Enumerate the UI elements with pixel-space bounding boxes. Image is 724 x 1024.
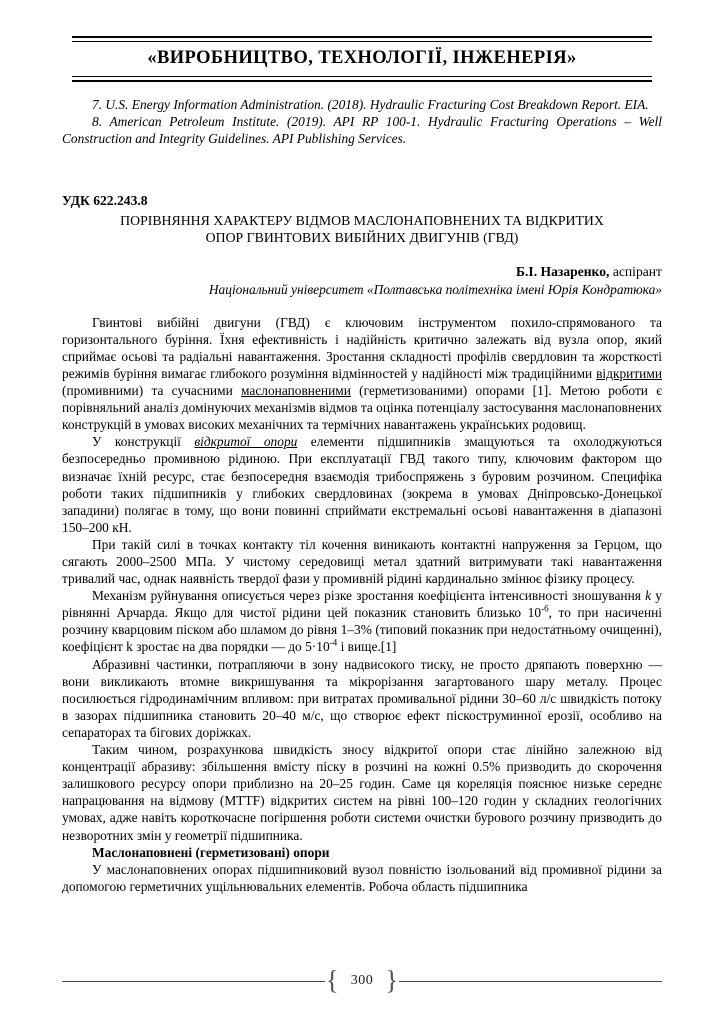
article-title-line-2: ОПОР ГВИНТОВИХ ВИБІЙНИХ ДВИГУНІВ (ГВД)	[205, 230, 519, 246]
footer-brace-left: {	[325, 964, 339, 995]
author-affiliation: Національний університет «Полтавська політехніка імені Юрія Кондратюка»	[208, 281, 662, 297]
paragraph-4-segment-a: Механізм руйнування описується через різке зростання коефіцієнта інтенсивності зношування	[92, 588, 646, 604]
article-title-line-1: ПОРІВНЯННЯ ХАРАКТЕРУ ВІДМОВ МАСЛОНАПОВНЕНИХ ТА ВІДКРИТИХ	[120, 213, 604, 229]
author-name: Б.І. Назаренко,	[516, 263, 610, 279]
body-paragraph-6: Таким чином, розрахункова швидкість зносу відкритої опори стає лінійно залежною від концентрації абразиву: збільшення вмісту піску в розчині на кожні 0.5% призводить до скорочення залишкового ресурсу опори приблизно на 20–25 годин. Саме ця кореляція пояснює низьке середнє напрацювання на відмову (MTTF) відкритих систем на рівні 100–120 годин у складних геологічних умовах, адже навіть короткочасне погіршення роботи системи очистки бурового розчину призводить до незворотних змін у геометрії підшипника.	[62, 742, 662, 843]
term-open-bearing-design: відкритої опори	[194, 434, 298, 450]
udk-code: УДК 622.243.8	[62, 193, 148, 209]
term-open-bearings: відкритими	[596, 365, 662, 381]
author-degree: аспірант	[612, 263, 662, 279]
page-footer	[62, 966, 662, 996]
references-list	[62, 96, 662, 147]
term-oil-filled-bearings: маслонаповненими	[241, 383, 351, 399]
header-rule-bottom	[72, 76, 652, 82]
reference-item: 8. American Petroleum Institute. (2019). API RP 100-1. Hydraulic Fracturing Operations – Well Construction and Integrity Guidelines. API Publishing Services.	[62, 114, 662, 147]
paragraph-2-segment-b: елементи підшипників змащуються та охолоджуються безпосередньо промивною рідиною. При експлуатації ГВД такого типу, ключовим фактором що визначає їхній ресурс, стає безпосередня взаємодія трибоспряжень з буровим розчином. Специфіка роботи таких підшипників у глибоких свердловинах (зокрема в умовах Дніпровсько-Донецької западини) полягає в тому, що вони повинні сприймати екстремальні осьові навантаження в діапазоні 150–200 кН.	[62, 434, 662, 535]
header-title: «ВИРОБНИЦТВО, ТЕХНОЛОГІЇ, ІНЖЕНЕРІЯ»	[147, 48, 577, 68]
paragraph-1-segment-c: (герметизованими) опорами [1]. Метою роботи є порівняльний аналіз домінуючих механізмів відмов та оцінка потенціалу застосування маслонаповнених конструкцій в умовах високих механічних та термічних навантажень українських родовищ.	[62, 383, 662, 433]
paragraph-4-segment-b: у рівнянні Арчарда. Якщо для чистої рідини цей показник становить близько 10	[62, 588, 663, 621]
body-paragraph-4	[62, 587, 662, 655]
running-header	[72, 36, 652, 82]
page-content	[62, 96, 662, 895]
reference-item: 7. U.S. Energy Information Administration. (2018). Hydraulic Fracturing Cost Breakdown Report. EIA.	[92, 97, 649, 112]
author-byline	[62, 264, 662, 280]
article-title	[62, 212, 662, 246]
section-subheading: Маслонаповнені (герметизовані) опори	[92, 844, 330, 860]
footer-rule-right	[399, 981, 662, 982]
page-number: 300	[350, 973, 374, 988]
paragraph-2-segment-a: У конструкції	[92, 434, 195, 450]
exponent-minus-six: -6	[541, 603, 549, 614]
exponent-minus-four: -4	[329, 638, 338, 648]
paragraph-1-segment-a: Гвинтові вибійні двигуни (ГВД) є ключовим інструментом похило-спрямованого та горизонтального буріння. Їхня ефективність і надійність критично залежать від вузла опор, який сприймає осьові та радіальні навантаження. Зростання складності профілів свердловин та жорсткості режимів буріння вимагає глибокого розуміння відмінностей у надійності між традиційними	[62, 314, 662, 381]
body-paragraph-7: У маслонаповнених опорах підшипниковий вузол повністю ізольований від промивної рідини за допомогою герметичних ущільнювальних елементів. Робоча область підшипника	[62, 861, 662, 894]
body-paragraph-3: При такій силі в точках контакту тіл кочення виникають контактні напруження за Герцом, що сягають 2000–2500 МПа. У чистому середовищі метал здатний витримувати такі навантаження тривалий час, однак наявність твердої фази у промивній рідині кардинально змінює фізику процесу.	[62, 536, 662, 587]
paragraph-1-segment-b: (промивними) та сучасними	[62, 383, 242, 399]
paragraph-4-segment-c: , то при насиченні розчину кварцовим піском або шламом до рівня 1–3% (типовий показник при недостатньому очищенні), коефіцієнт k зростає на два порядки — до 5·10	[62, 605, 662, 655]
body-paragraph-2	[62, 433, 662, 536]
body-paragraph-1	[62, 314, 662, 434]
body-paragraph-5: Абразивні частинки, потрапляючи в зону надвисокого тиску, не просто дряпають поверхню — вони викликають втомне викришування та мікрорізання загартованого шару металу. Процес посилюється гідродинамічним впливом: при витратах промивальної рідини 30–60 л/с швидкість потоку в зазорах підшипника становить 20–40 м/с, що створює ефект піскоструминної ерозії, особливо на сепараторах та бігових доріжках.	[62, 656, 662, 740]
variable-k: k	[645, 588, 652, 604]
footer-brace-right: }	[385, 964, 399, 995]
footer-rule-left	[62, 981, 325, 982]
paragraph-4-segment-d: і вище.[1]	[337, 639, 397, 655]
article-body	[62, 314, 662, 895]
